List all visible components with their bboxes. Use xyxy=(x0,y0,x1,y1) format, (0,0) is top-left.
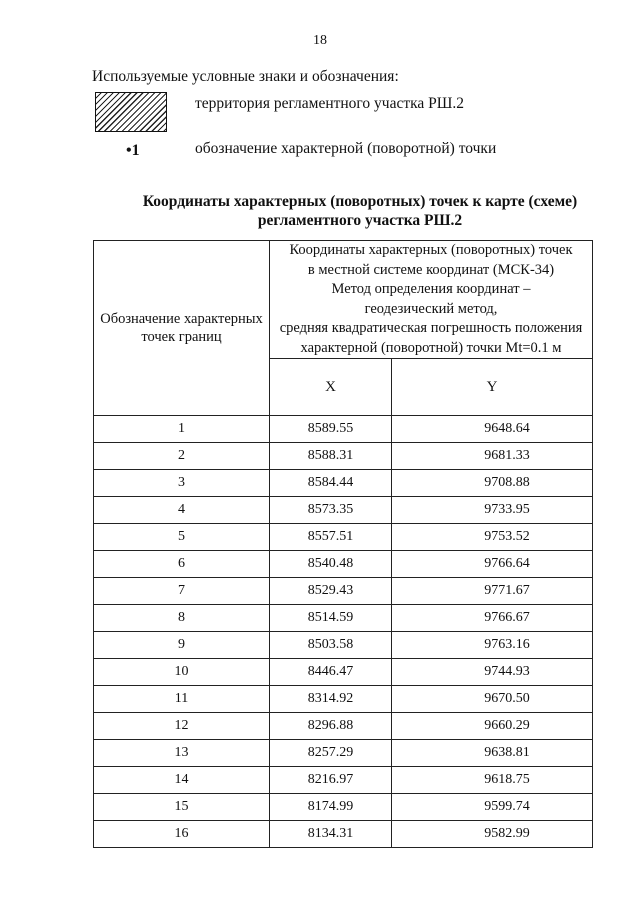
table-row xyxy=(94,551,593,578)
cell-point: 8 xyxy=(94,605,270,632)
cell-x: 8573.35 xyxy=(270,497,392,524)
cell-y: 9766.67 xyxy=(392,605,593,632)
table-title xyxy=(120,192,600,230)
table-row xyxy=(94,470,593,497)
cell-x: 8588.31 xyxy=(270,443,392,470)
cell-x: 8257.29 xyxy=(270,740,392,767)
table-row xyxy=(94,713,593,740)
cell-x: 8174.99 xyxy=(270,794,392,821)
cell-y: 9648.64 xyxy=(392,416,593,443)
table-row xyxy=(94,821,593,848)
table-row xyxy=(94,767,593,794)
cell-point: 11 xyxy=(94,686,270,713)
table-row xyxy=(94,416,593,443)
header-point-label-line1: Обозначение характерных xyxy=(100,311,263,327)
cell-y: 9681.33 xyxy=(392,443,593,470)
cell-point: 13 xyxy=(94,740,270,767)
header-desc-line: Координаты характерных (поворотных) точек xyxy=(289,242,573,258)
header-point-label-line2: точек границ xyxy=(141,329,222,345)
cell-y: 9638.81 xyxy=(392,740,593,767)
legend-heading: Используемые условные знаки и обозначения: xyxy=(92,68,399,85)
cell-y: 9753.52 xyxy=(392,524,593,551)
header-desc-line: характерной (поворотной) точки Mt=0.1 м xyxy=(300,339,562,356)
header-x: X xyxy=(270,359,392,416)
cell-y: 9599.74 xyxy=(392,794,593,821)
cell-point: 1 xyxy=(94,416,270,443)
cell-point: 2 xyxy=(94,443,270,470)
cell-y: 9766.64 xyxy=(392,551,593,578)
table-body xyxy=(94,416,593,848)
cell-y: 9618.75 xyxy=(392,767,593,794)
cell-y: 9733.95 xyxy=(392,497,593,524)
cell-x: 8216.97 xyxy=(270,767,392,794)
header-desc-line: в местной системе координат (МСК-34) xyxy=(307,261,555,278)
cell-x: 8540.48 xyxy=(270,551,392,578)
cell-point: 7 xyxy=(94,578,270,605)
cell-x: 8296.88 xyxy=(270,713,392,740)
table-row xyxy=(94,740,593,767)
cell-point: 9 xyxy=(94,632,270,659)
cell-point: 6 xyxy=(94,551,270,578)
table-row xyxy=(94,524,593,551)
cell-y: 9771.67 xyxy=(392,578,593,605)
header-point-label xyxy=(94,241,270,416)
cell-x: 8134.31 xyxy=(270,821,392,848)
cell-point: 12 xyxy=(94,713,270,740)
table-row xyxy=(94,605,593,632)
header-desc-line: геодезический метод, xyxy=(364,300,498,317)
table-row xyxy=(94,659,593,686)
header-y: Y xyxy=(392,359,593,416)
header-coordinates-description xyxy=(270,241,593,359)
cell-y: 9660.29 xyxy=(392,713,593,740)
header-desc-line: средняя квадратическая погрешность положения xyxy=(279,320,583,336)
cell-x: 8589.55 xyxy=(270,416,392,443)
cell-point: 16 xyxy=(94,821,270,848)
table-row xyxy=(94,578,593,605)
cell-x: 8557.51 xyxy=(270,524,392,551)
table-row xyxy=(94,794,593,821)
cell-y: 9582.99 xyxy=(392,821,593,848)
cell-x: 8529.43 xyxy=(270,578,392,605)
cell-point: 14 xyxy=(94,767,270,794)
point-marker-symbol: •1 xyxy=(126,142,140,159)
cell-point: 5 xyxy=(94,524,270,551)
table-row xyxy=(94,497,593,524)
cell-y: 9763.16 xyxy=(392,632,593,659)
page-number: 18 xyxy=(313,33,327,48)
cell-point: 3 xyxy=(94,470,270,497)
cell-point: 4 xyxy=(94,497,270,524)
cell-x: 8514.59 xyxy=(270,605,392,632)
cell-x: 8584.44 xyxy=(270,470,392,497)
table-row xyxy=(94,686,593,713)
cell-x: 8446.47 xyxy=(270,659,392,686)
cell-point: 10 xyxy=(94,659,270,686)
cell-x: 8503.58 xyxy=(270,632,392,659)
cell-y: 9670.50 xyxy=(392,686,593,713)
hatched-area-symbol xyxy=(95,92,167,132)
legend-item-point: обозначение характерной (поворотной) точки xyxy=(195,140,497,157)
table-title-line2: регламентного участка РШ.2 xyxy=(257,212,463,229)
table-row xyxy=(94,632,593,659)
table-row xyxy=(94,443,593,470)
header-desc-line: Метод определения координат – xyxy=(331,281,531,297)
cell-y: 9744.93 xyxy=(392,659,593,686)
cell-y: 9708.88 xyxy=(392,470,593,497)
table-title-line1: Координаты характерных (поворотных) точек к карте (схеме) xyxy=(142,193,578,210)
coordinates-table xyxy=(93,240,593,848)
cell-x: 8314.92 xyxy=(270,686,392,713)
legend-item-territory: территория регламентного участка РШ.2 xyxy=(195,95,465,112)
cell-point: 15 xyxy=(94,794,270,821)
